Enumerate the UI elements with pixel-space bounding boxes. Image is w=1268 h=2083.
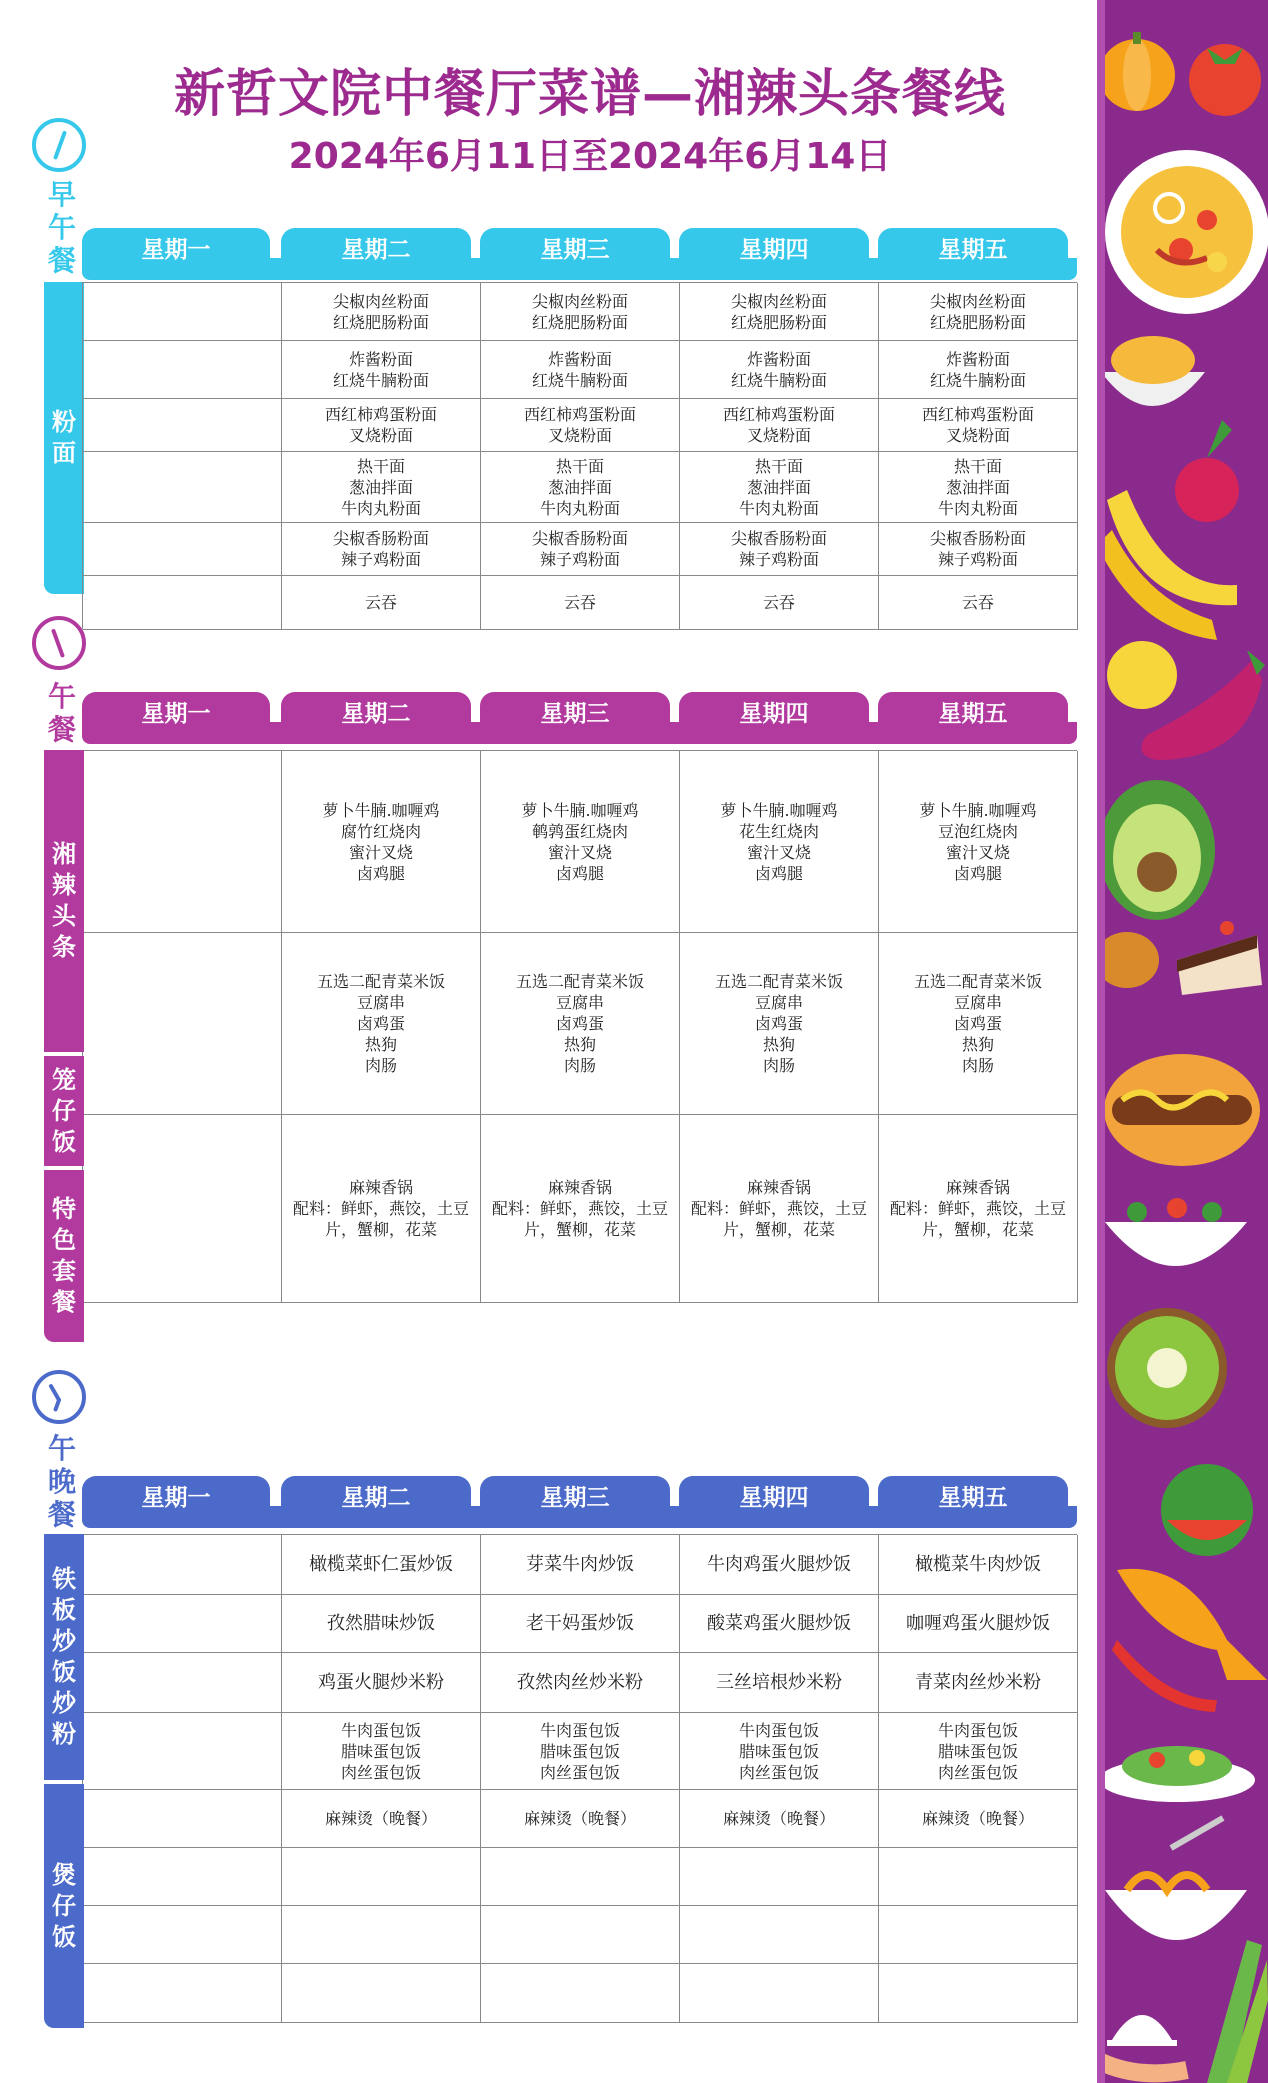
lunch-category-label	[44, 750, 84, 1052]
bread-icon	[1097, 932, 1159, 988]
menu-cell: 麻辣烫（晚餐）	[879, 1790, 1078, 1848]
menu-cell	[83, 933, 282, 1115]
menu-cell: 萝卜牛腩.咖喱鸡 花生红烧肉 蜜汁叉烧 卤鸡腿	[680, 751, 879, 933]
vertical-char: 粉	[52, 408, 76, 436]
menu-cell: 麻辣香锅 配料：鲜虾，燕饺，土豆片，蟹柳，花菜	[879, 1115, 1078, 1303]
menu-cell: 尖椒香肠粉面 辣子鸡粉面	[481, 523, 680, 576]
vertical-char: 面	[52, 439, 76, 467]
menu-cell	[83, 1535, 282, 1595]
menu-cell	[680, 1964, 879, 2023]
menu-cell: 尖椒肉丝粉面 红烧肥肠粉面	[481, 283, 680, 341]
menu-cell: 五选二配青菜米饭 豆腐串 卤鸡蛋 热狗 肉肠	[879, 933, 1078, 1115]
dinner-table	[82, 1534, 1077, 2022]
hotdog-icon	[1104, 1054, 1260, 1166]
menu-cell: 酸菜鸡蛋火腿炒饭	[680, 1595, 879, 1653]
day-tab: 星期五	[878, 1476, 1068, 1520]
vertical-char: 早	[47, 178, 76, 211]
vertical-char: 仔	[52, 1096, 76, 1125]
menu-cell: 热干面 葱油拌面 牛肉丸粉面	[481, 452, 680, 523]
breakfast-label	[44, 178, 80, 277]
menu-cell: 孜然肉丝炒米粉	[481, 1653, 680, 1713]
fish-icon	[1117, 1569, 1267, 1680]
menu-cell: 牛肉蛋包饭 腊味蛋包饭 肉丝蛋包饭	[879, 1713, 1078, 1790]
menu-cell: 西红柿鸡蛋粉面 叉烧粉面	[680, 399, 879, 452]
menu-cell	[481, 1906, 680, 1964]
menu-cell: 麻辣香锅 配料：鲜虾，燕饺，土豆片，蟹柳，花菜	[481, 1115, 680, 1303]
menu-cell	[83, 341, 282, 399]
clock-icon	[32, 1370, 86, 1424]
vertical-char: 餐	[47, 1498, 76, 1531]
tomato-icon	[1189, 44, 1261, 116]
vertical-char: 辣	[52, 871, 76, 899]
menu-cell: 五选二配青菜米饭 豆腐串 卤鸡蛋 热狗 肉肠	[282, 933, 481, 1115]
menu-cell: 尖椒香肠粉面 辣子鸡粉面	[879, 523, 1078, 576]
menu-cell: 尖椒香肠粉面 辣子鸡粉面	[282, 523, 481, 576]
lunch-day-header	[82, 692, 1077, 744]
menu-cell: 咖喱鸡蛋火腿炒饭	[879, 1595, 1078, 1653]
menu-cell: 热干面 葱油拌面 牛肉丸粉面	[680, 452, 879, 523]
menu-cell	[83, 751, 282, 933]
clock-icon	[32, 616, 86, 670]
menu-cell: 麻辣烫（晚餐）	[680, 1790, 879, 1848]
chips-bowl-icon	[1101, 336, 1205, 406]
watermelon-icon	[1161, 1464, 1253, 1556]
curry-plate-icon	[1105, 150, 1268, 314]
menu-cell: 萝卜牛腩.咖喱鸡 豆泡红烧肉 蜜汁叉烧 卤鸡腿	[879, 751, 1078, 933]
breakfast-category	[44, 282, 84, 594]
menu-cell: 炸酱粉面 红烧牛腩粉面	[481, 341, 680, 399]
vertical-char: 餐	[52, 1288, 76, 1316]
menu-cell: 鸡蛋火腿炒米粉	[282, 1653, 481, 1713]
menu-cell: 尖椒肉丝粉面 红烧肥肠粉面	[282, 283, 481, 341]
date-range: 2024年6月11日至2024年6月14日	[288, 136, 892, 177]
menu-cell	[879, 1906, 1078, 1964]
food-illustrations	[1097, 0, 1268, 2083]
cloche-icon	[1097, 2015, 1187, 2073]
menu-cell: 热干面 葱油拌面 牛肉丸粉面	[282, 452, 481, 523]
vertical-char: 特	[52, 1195, 76, 1223]
vertical-char: 头	[52, 902, 76, 930]
page-title: 新哲文院中餐厅菜谱—湘辣头条餐线	[173, 65, 1006, 124]
day-tab: 星期四	[679, 1476, 869, 1520]
vertical-char: 饭	[52, 1922, 76, 1951]
menu-cell: 麻辣烫（晚餐）	[282, 1790, 481, 1848]
menu-cell: 五选二配青菜米饭 豆腐串 卤鸡蛋 热狗 肉肠	[481, 933, 680, 1115]
menu-cell: 五选二配青菜米饭 豆腐串 卤鸡蛋 热狗 肉肠	[680, 933, 879, 1115]
dinner-category-label	[44, 1784, 84, 2028]
day-tab: 星期一	[82, 692, 270, 736]
menu-cell: 麻辣烫（晚餐）	[481, 1790, 680, 1848]
menu-cell: 热干面 葱油拌面 牛肉丸粉面	[879, 452, 1078, 523]
vertical-char: 色	[52, 1226, 76, 1254]
clock-icon	[32, 118, 86, 172]
day-tab: 星期二	[281, 1476, 471, 1520]
dinner-label	[44, 1432, 80, 1531]
menu-cell: 麻辣香锅 配料：鲜虾，燕饺，土豆片，蟹柳，花菜	[680, 1115, 879, 1303]
vertical-char: 笼	[52, 1065, 76, 1094]
menu-cell: 老干妈蛋炒饭	[481, 1595, 680, 1653]
avocado-icon	[1099, 780, 1215, 920]
dinner-day-header	[82, 1476, 1077, 1528]
day-tab: 星期三	[480, 228, 670, 272]
menu-cell: 尖椒香肠粉面 辣子鸡粉面	[680, 523, 879, 576]
vertical-char: 粉	[52, 1720, 76, 1748]
cake-icon	[1177, 921, 1262, 995]
vertical-char: 饭	[52, 1658, 76, 1686]
lunch-category-label	[44, 1170, 84, 1342]
food-illustration-column	[1097, 0, 1268, 2083]
menu-cell: 孜然腊味炒饭	[282, 1595, 481, 1653]
vertical-char: 餐	[47, 713, 76, 746]
menu-cell	[282, 1964, 481, 2023]
menu-cell: 尖椒肉丝粉面 红烧肥肠粉面	[879, 283, 1078, 341]
menu-cell	[83, 1848, 282, 1906]
menu-cell: 牛肉鸡蛋火腿炒饭	[680, 1535, 879, 1595]
menu-cell	[83, 1964, 282, 2023]
breakfast-table	[82, 282, 1077, 629]
menu-cell: 云吞	[282, 576, 481, 630]
menu-cell: 西红柿鸡蛋粉面 叉烧粉面	[481, 399, 680, 452]
vertical-char: 午	[47, 211, 76, 244]
menu-cell	[83, 399, 282, 452]
noodle-bowl-icon	[1105, 1815, 1247, 1940]
menu-cell: 橄榄菜牛肉炒饭	[879, 1535, 1078, 1595]
menu-cell: 牛肉蛋包饭 腊味蛋包饭 肉丝蛋包饭	[481, 1713, 680, 1790]
menu-cell	[83, 1653, 282, 1713]
vertical-char: 铁	[52, 1565, 76, 1593]
day-tab: 星期一	[82, 228, 270, 272]
beet-icon	[1175, 420, 1239, 522]
day-tab: 星期四	[679, 228, 869, 272]
salad-plate-icon	[1099, 1746, 1255, 1802]
day-tab: 星期二	[281, 228, 471, 272]
lunch-table	[82, 750, 1077, 1302]
menu-cell: 西红柿鸡蛋粉面 叉烧粉面	[282, 399, 481, 452]
leek-icon	[1207, 1940, 1268, 2083]
menu-cell	[879, 1848, 1078, 1906]
day-tab: 星期五	[878, 692, 1068, 736]
menu-cell	[83, 1906, 282, 1964]
menu-cell: 云吞	[680, 576, 879, 630]
menu-cell	[680, 1848, 879, 1906]
menu-cell: 炸酱粉面 红烧牛腩粉面	[680, 341, 879, 399]
menu-cell: 麻辣香锅 配料：鲜虾，燕饺，土豆片，蟹柳，花菜	[282, 1115, 481, 1303]
menu-cell	[481, 1964, 680, 2023]
vertical-char: 湘	[52, 840, 76, 868]
vertical-char: 煲	[52, 1860, 76, 1889]
salad-bowl-icon	[1105, 1198, 1247, 1266]
menu-cell	[83, 1790, 282, 1848]
menu-cell	[282, 1848, 481, 1906]
day-tab: 星期三	[480, 692, 670, 736]
menu-cell: 牛肉蛋包饭 腊味蛋包饭 肉丝蛋包饭	[282, 1713, 481, 1790]
vertical-char: 餐	[47, 244, 76, 277]
menu-cell: 萝卜牛腩.咖喱鸡 鹌鹑蛋红烧肉 蜜汁叉烧 卤鸡腿	[481, 751, 680, 933]
vertical-char: 条	[52, 933, 76, 961]
lemon-icon	[1107, 641, 1177, 709]
vertical-char: 午	[47, 680, 76, 713]
day-tab: 星期一	[82, 1476, 270, 1520]
menu-cell: 炸酱粉面 红烧牛腩粉面	[282, 341, 481, 399]
menu-cell: 尖椒肉丝粉面 红烧肥肠粉面	[680, 283, 879, 341]
menu-cell	[83, 283, 282, 341]
vertical-char: 仔	[52, 1891, 76, 1920]
menu-cell	[83, 1595, 282, 1653]
vertical-char: 晚	[47, 1465, 76, 1498]
vertical-char: 炒	[52, 1627, 76, 1655]
chili-icon	[1112, 1640, 1217, 1712]
vertical-char: 板	[52, 1596, 76, 1624]
day-tab: 星期五	[878, 228, 1068, 272]
day-tab: 星期三	[480, 1476, 670, 1520]
menu-cell	[83, 1713, 282, 1790]
menu-cell	[282, 1906, 481, 1964]
menu-cell	[83, 576, 282, 630]
breakfast-day-header	[82, 228, 1077, 280]
menu-cell: 萝卜牛腩.咖喱鸡 腐竹红烧肉 蜜汁叉烧 卤鸡腿	[282, 751, 481, 933]
day-tab: 星期四	[679, 692, 869, 736]
vertical-char: 饭	[52, 1127, 76, 1156]
menu-cell	[83, 452, 282, 523]
vertical-char: 午	[47, 1432, 76, 1465]
menu-cell	[481, 1848, 680, 1906]
menu-cell	[83, 1115, 282, 1303]
menu-cell: 三丝培根炒米粉	[680, 1653, 879, 1713]
lunch-category-label	[44, 1056, 84, 1166]
menu-cell: 牛肉蛋包饭 腊味蛋包饭 肉丝蛋包饭	[680, 1713, 879, 1790]
menu-cell: 青菜肉丝炒米粉	[879, 1653, 1078, 1713]
vertical-char: 炒	[52, 1689, 76, 1717]
kiwi-icon	[1107, 1308, 1227, 1428]
menu-cell: 云吞	[879, 576, 1078, 630]
menu-cell: 西红柿鸡蛋粉面 叉烧粉面	[879, 399, 1078, 452]
dinner-category-label	[44, 1534, 84, 1780]
menu-cell	[83, 523, 282, 576]
menu-cell: 云吞	[481, 576, 680, 630]
pumpkin-icon	[1099, 32, 1175, 111]
menu-cell	[680, 1906, 879, 1964]
menu-cell: 芽菜牛肉炒饭	[481, 1535, 680, 1595]
menu-cell: 橄榄菜虾仁蛋炒饭	[282, 1535, 481, 1595]
lunch-label	[44, 680, 80, 746]
menu-cell	[879, 1964, 1078, 2023]
menu-cell: 炸酱粉面 红烧牛腩粉面	[879, 341, 1078, 399]
vertical-char: 套	[52, 1257, 76, 1285]
day-tab: 星期二	[281, 692, 471, 736]
